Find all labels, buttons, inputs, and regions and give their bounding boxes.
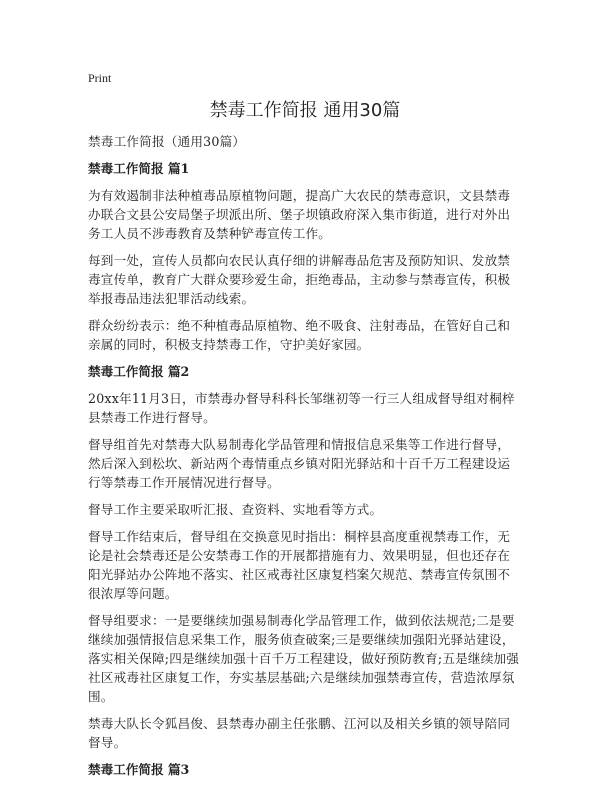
section-heading-2: 禁毒工作简报 篇2 bbox=[88, 364, 190, 379]
paragraph: 为有效遏制非法种植毒品原植物问题，提高广大农民的禁毒意识，文县禁毒办联合文县公安局堡子坝派出所、堡子坝镇政府深入集市街道，进行对外出务工人员不涉毒教育及禁种铲毒宣传工作。 bbox=[88, 188, 511, 241]
document-page bbox=[88, 70, 522, 787]
paragraph: 督导组要求：一是要继续加强易制毒化学品管理工作，做到依法规范;二是要继续加强情报信息采集工作，服务侦查破案;三是要继续加强阳光驿站建设，落实相关保障;四是继续加强十百千万工程建设，做好预防教育;五是继续加强社区戒毒社区康复工作，夯实基层基础;六是继续加强禁毒宣传，营造浓厚氛围。 bbox=[88, 613, 520, 704]
paragraph: 督导工作结束后，督导组在交换意见时指出：桐梓县高度重视禁毒工作，无论是社会禁毒还是公安禁毒工作的开展都措施有力、效果明显，但也还存在阳光驿站办公阵地不落实、社区戒毒社区康复档案欠规范、禁毒宣传氛围不很浓厚等问题。 bbox=[88, 529, 511, 601]
paragraph: 督导组首先对禁毒大队易制毒化学品管理和情报信息采集等工作进行督导，然后深入到松坎、新站两个毒情重点乡镇对阳光驿站和十百千万工程建设运行等禁毒工作开展情况进行督导。 bbox=[88, 437, 511, 490]
print-label[interactable]: Print bbox=[88, 71, 112, 85]
document-subtitle: 禁毒工作简报（通用30篇） bbox=[88, 134, 246, 149]
paragraph: 每到一处，宣传人员都向农民认真仔细的讲解毒品危害及预防知识、发放禁毒宣传单，教育广大群众要珍爱生命，拒绝毒品，主动参与禁毒宣传，积极举报毒品违法犯罪活动线索。 bbox=[88, 253, 511, 306]
section-heading-1: 禁毒工作简报 篇1 bbox=[88, 161, 190, 176]
section-heading-3: 禁毒工作简报 篇3 bbox=[88, 762, 190, 777]
paragraph: 禁毒大队长令狐昌俊、县禁毒办副主任张鹏、江河以及相关乡镇的领导陪同督导。 bbox=[88, 716, 511, 750]
paragraph: 督导工作主要采取听汇报、查资料、实地看等方式。 bbox=[88, 502, 383, 517]
paragraph: 20xx年11月3日，市禁毒办督导科科长邹继初等一行三人组成督导组对桐梓县禁毒工作进行督导。 bbox=[88, 391, 515, 425]
paragraph: 群众纷纷表示：绝不种植毒品原植物、绝不吸食、注射毒品，在管好自己和亲属的同时，积极支持禁毒工作，守护美好家园。 bbox=[88, 318, 511, 352]
document-title: 禁毒工作简报 通用30篇 bbox=[209, 100, 401, 121]
